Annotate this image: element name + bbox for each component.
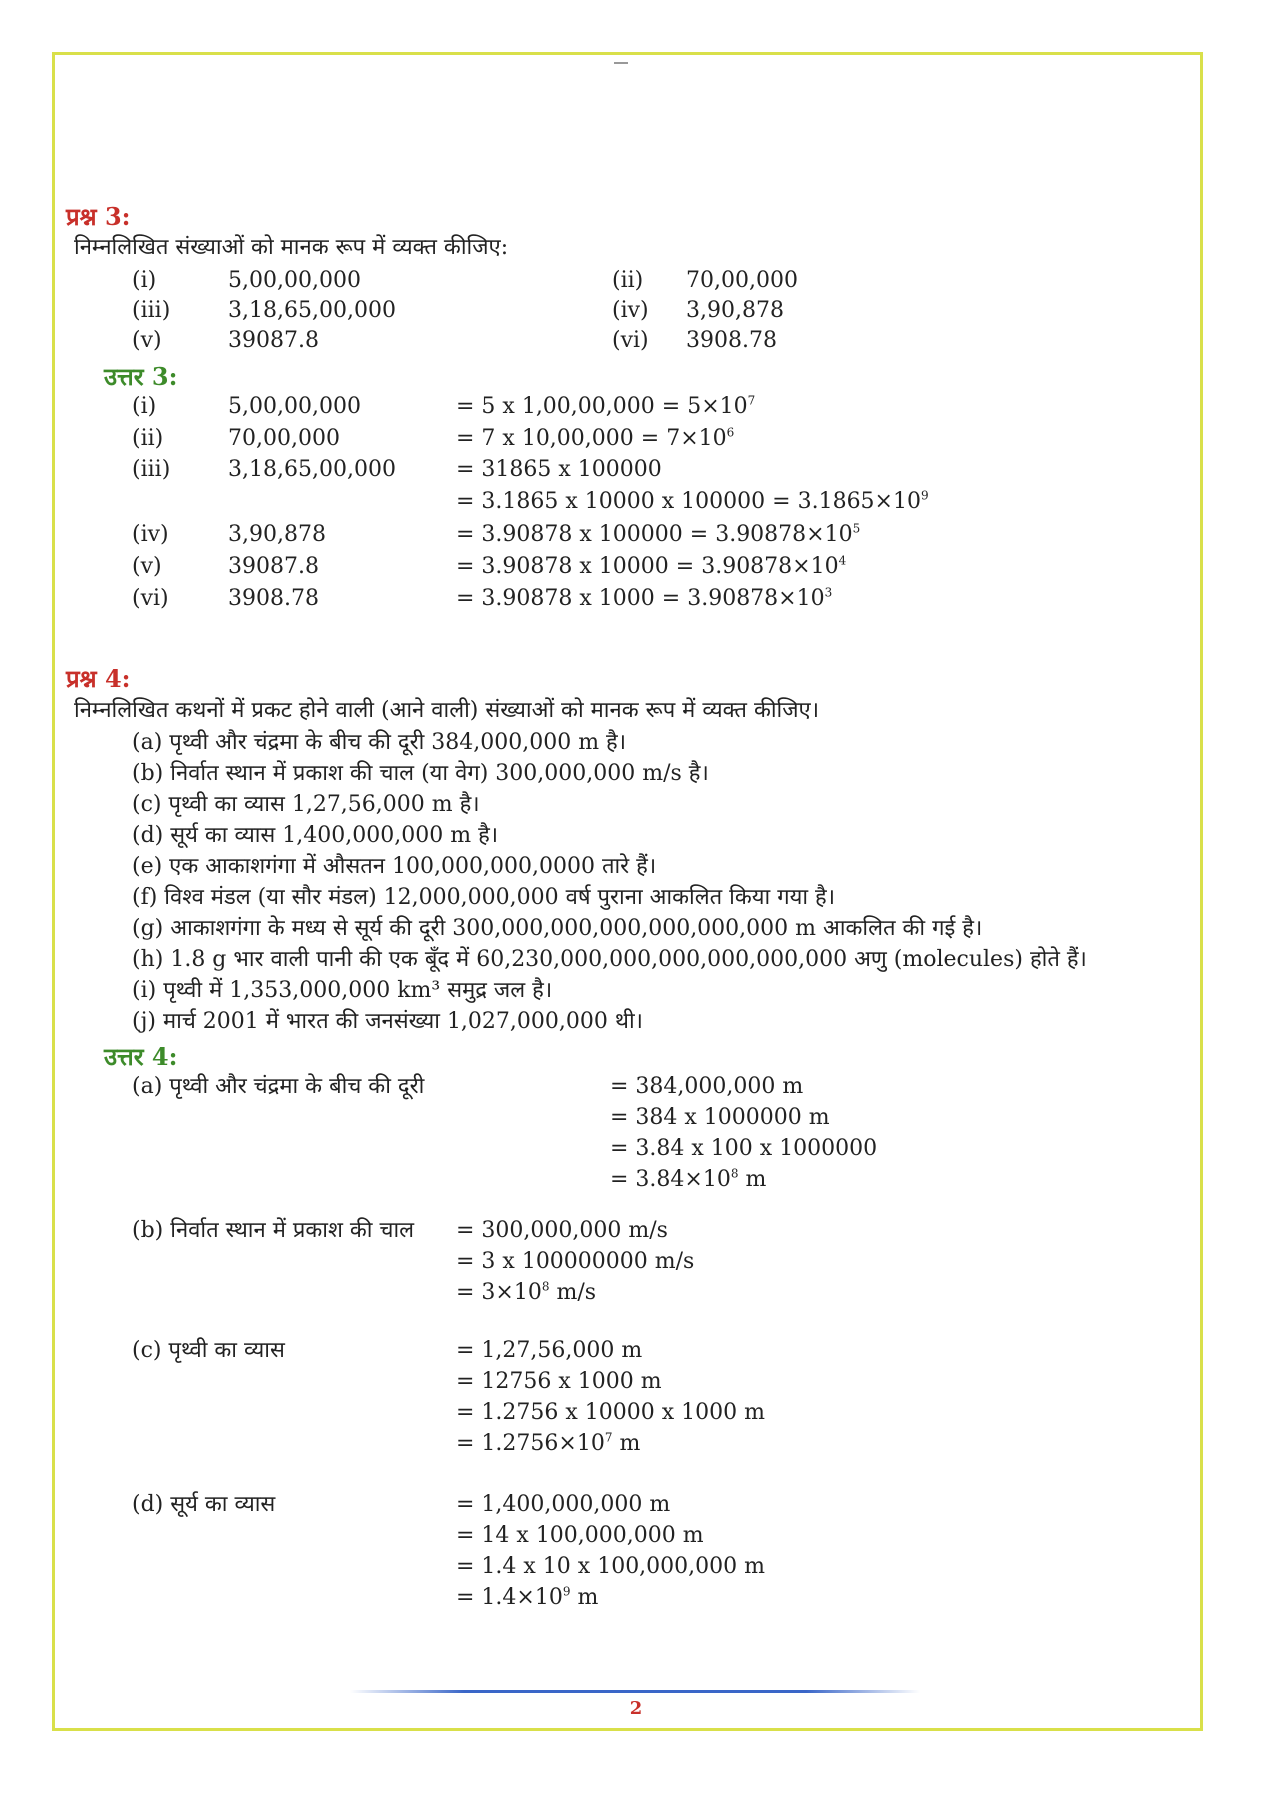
list-item: (g) आकाशगंगा के मध्य से सूर्य की दूरी 300,000,000,000,000,000,000 m आकलित की गई है। [132,916,983,941]
top-mark [614,62,628,64]
question-4-heading: प्रश्न 4: [66,664,131,693]
list-item: = 12756 x 1000 m [456,1369,662,1394]
list-item: = $3.84\times 10^8$ m [610,1166,767,1192]
question-3-prompt: निम्नलिखित संख्याओं को मानक रूप में व्यक्त कीजिए: [74,235,509,260]
answer-4b-label: (b) निर्वात स्थान में प्रकाश की चाल [132,1218,415,1243]
list-item: (i) पृथ्वी में 1,353,000,000 km³ समुद्र जल है। [132,978,553,1003]
list-item: = $3\times 10^8$ m/s [456,1279,597,1305]
list-item: = 1,27,56,000 m [456,1338,643,1363]
list-item: = 1.2756 x 10000 x 1000 m [456,1400,766,1425]
list-item: = 384,000,000 m [610,1074,804,1099]
list-item: = 3.84 x 100 x 1000000 [610,1136,878,1161]
question-3-heading: प्रश्न 3: [66,202,131,231]
question-4-prompt: निम्नलिखित कथनों में प्रकट होने वाली (आने वाली) संख्याओं को मानक रूप में व्यक्त कीजिए। [74,698,820,723]
page-number: 2 [629,1698,643,1719]
list-item: = $1.2756\times 10^7$ m [456,1430,641,1456]
list-item: = 14 x 100,000,000 m [456,1523,704,1548]
list-item: = $1.4\times 10^9$ m [456,1584,599,1610]
answer-4c-label: (c) पृथ्वी का व्यास [132,1338,285,1363]
list-item: = 1.4 x 10 x 100,000,000 m [456,1554,766,1579]
answer-4-heading: उत्तर 4: [104,1042,178,1071]
list-item: = 1,400,000,000 m [456,1492,671,1517]
list-item: (d) सूर्य का व्यास 1,400,000,000 m है। [132,823,499,848]
list-item: (j) मार्च 2001 में भारत की जनसंख्या 1,027,000,000 थी। [132,1009,643,1034]
list-item: (h) 1.8 g भार वाली पानी की एक बूँद में 60,230,000,000,000,000,000,000 अणु (molecules) होते हैं। [132,947,1087,972]
list-item: (b) निर्वात स्थान में प्रकाश की चाल (या वेग) 300,000,000 m/s है। [132,761,709,786]
list-item: (e) एक आकाशगंगा में औसतन 100,000,000,0000 तारे हैं। [132,854,657,879]
list-item: = 3 x 100000000 m/s [456,1249,695,1274]
list-item: = 384 x 1000000 m [610,1105,830,1130]
answer-4d-label: (d) सूर्य का व्यास [132,1492,276,1517]
answer-4a-label: (a) पृथ्वी और चंद्रमा के बीच की दूरी [132,1074,425,1099]
list-item: (c) पृथ्वी का व्यास 1,27,56,000 m है। [132,792,480,817]
footer-divider [350,1690,920,1693]
list-item: (f) विश्व मंडल (या सौर मंडल) 12,000,000,000 वर्ष पुराना आकलित किया गया है। [132,885,836,910]
answer-3-heading: उत्तर 3: [104,362,178,391]
list-item: (a) पृथ्वी और चंद्रमा के बीच की दूरी 384,000,000 m है। [132,730,627,755]
list-item: = 300,000,000 m/s [456,1218,668,1243]
